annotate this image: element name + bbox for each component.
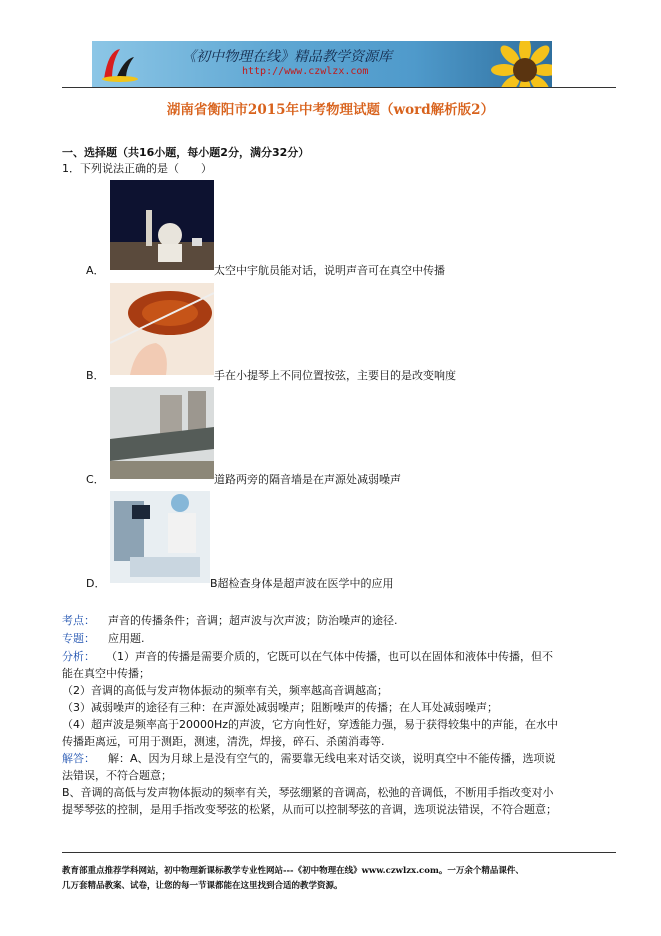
option-a-text: 太空中宇航员能对话，说明声音可在真空中传播 (214, 264, 445, 277)
option-a-letter: A． (86, 264, 105, 277)
option-c-letter: C． (86, 473, 105, 486)
site-logo (98, 45, 138, 83)
option-b-letter: B． (86, 369, 105, 382)
banner-url: http://www.czwlzx.com (242, 66, 369, 77)
jieda-line: 解：A、因为月球上是没有空气的，需要靠无线电来对话交谈，说明真空中不能传播，选项说 (108, 752, 556, 765)
option-c-text: 道路两旁的隔音墙是在声源处减弱噪声 (214, 473, 401, 486)
option-b-image (110, 283, 214, 375)
zhuanti-text: 应用题. (108, 632, 145, 645)
violin-photo (110, 283, 214, 375)
option-d-text: B超检查身体是超声波在医学中的应用 (210, 577, 394, 590)
sound-barrier-photo (110, 387, 214, 479)
jieda-line: 法错误，不符合题意； (62, 769, 172, 782)
jieda-label: 解答： (62, 752, 95, 765)
document-title: 湖南省衡阳市2015年中考物理试题（word解析版2） (166, 102, 495, 118)
kaodian-label: 考点： (62, 614, 95, 627)
footer-line-1: 教育部重点推荐学科网站，初中物理新课标教学专业性网站---《初中物理在线》www.czwlzx.com。一万余个精品课件、 (62, 866, 524, 876)
option-b-text: 手在小提琴上不同位置按弦，主要目的是改变响度 (214, 369, 456, 382)
option-d-letter: D． (86, 577, 106, 590)
section-heading: 一、选择题（共16小题，每小题2分，满分32分） (62, 146, 310, 159)
footer-divider (62, 852, 616, 853)
banner-title: 《初中物理在线》精品教学资源库 (182, 49, 392, 65)
option-d-image (110, 491, 210, 583)
jieda-line: 提琴琴弦的控制，是用手指改变琴弦的松紧，从而可以控制琴弦的音调，选项说法错误，不符合题意； (62, 803, 557, 816)
sunflower-icon (490, 41, 552, 87)
option-a-image (110, 180, 214, 270)
fenxi-line: （4）超声波是频率高于20000Hz的声波，它方向性好，穿透能力强，易于获得较集中的声能，在水中 (62, 718, 559, 731)
zhuanti-label: 专题： (62, 632, 95, 645)
ultrasound-photo (110, 491, 210, 583)
header-divider (62, 87, 616, 88)
fenxi-line: 能在真空中传播； (62, 667, 150, 680)
option-c-image (110, 387, 214, 479)
jieda-line: B、音调的高低与发声物体振动的频率有关，琴弦绷紧的音调高，松弛的音调低，不断用手指改变对小 (62, 786, 554, 799)
question-stem: 1．下列说法正确的是（ ） (62, 162, 212, 175)
fenxi-line: （2）音调的高低与发声物体振动的频率有关，频率越高音调越高； (62, 684, 388, 697)
fenxi-label: 分析： (62, 650, 95, 663)
kaodian-text: 声音的传播条件；音调；超声波与次声波；防治噪声的途径. (108, 614, 398, 627)
footer-line-2: 几万套精品教案、试卷，让您的每一节课都能在这里找到合适的教学资源。 (62, 881, 343, 891)
header-banner (92, 41, 552, 87)
fenxi-line: 传播距离远，可用于测距，测速，清洗，焊接，碎石、杀菌消毒等. (62, 735, 385, 748)
fenxi-line: （1）声音的传播是需要介质的，它既可以在气体中传播，也可以在固体和液体中传播，但不 (106, 650, 553, 663)
astronaut-moon-photo (110, 180, 214, 270)
fenxi-line: （3）减弱噪声的途径有三种：在声源处减弱噪声；阻断噪声的传播；在人耳处减弱噪声； (62, 701, 498, 714)
